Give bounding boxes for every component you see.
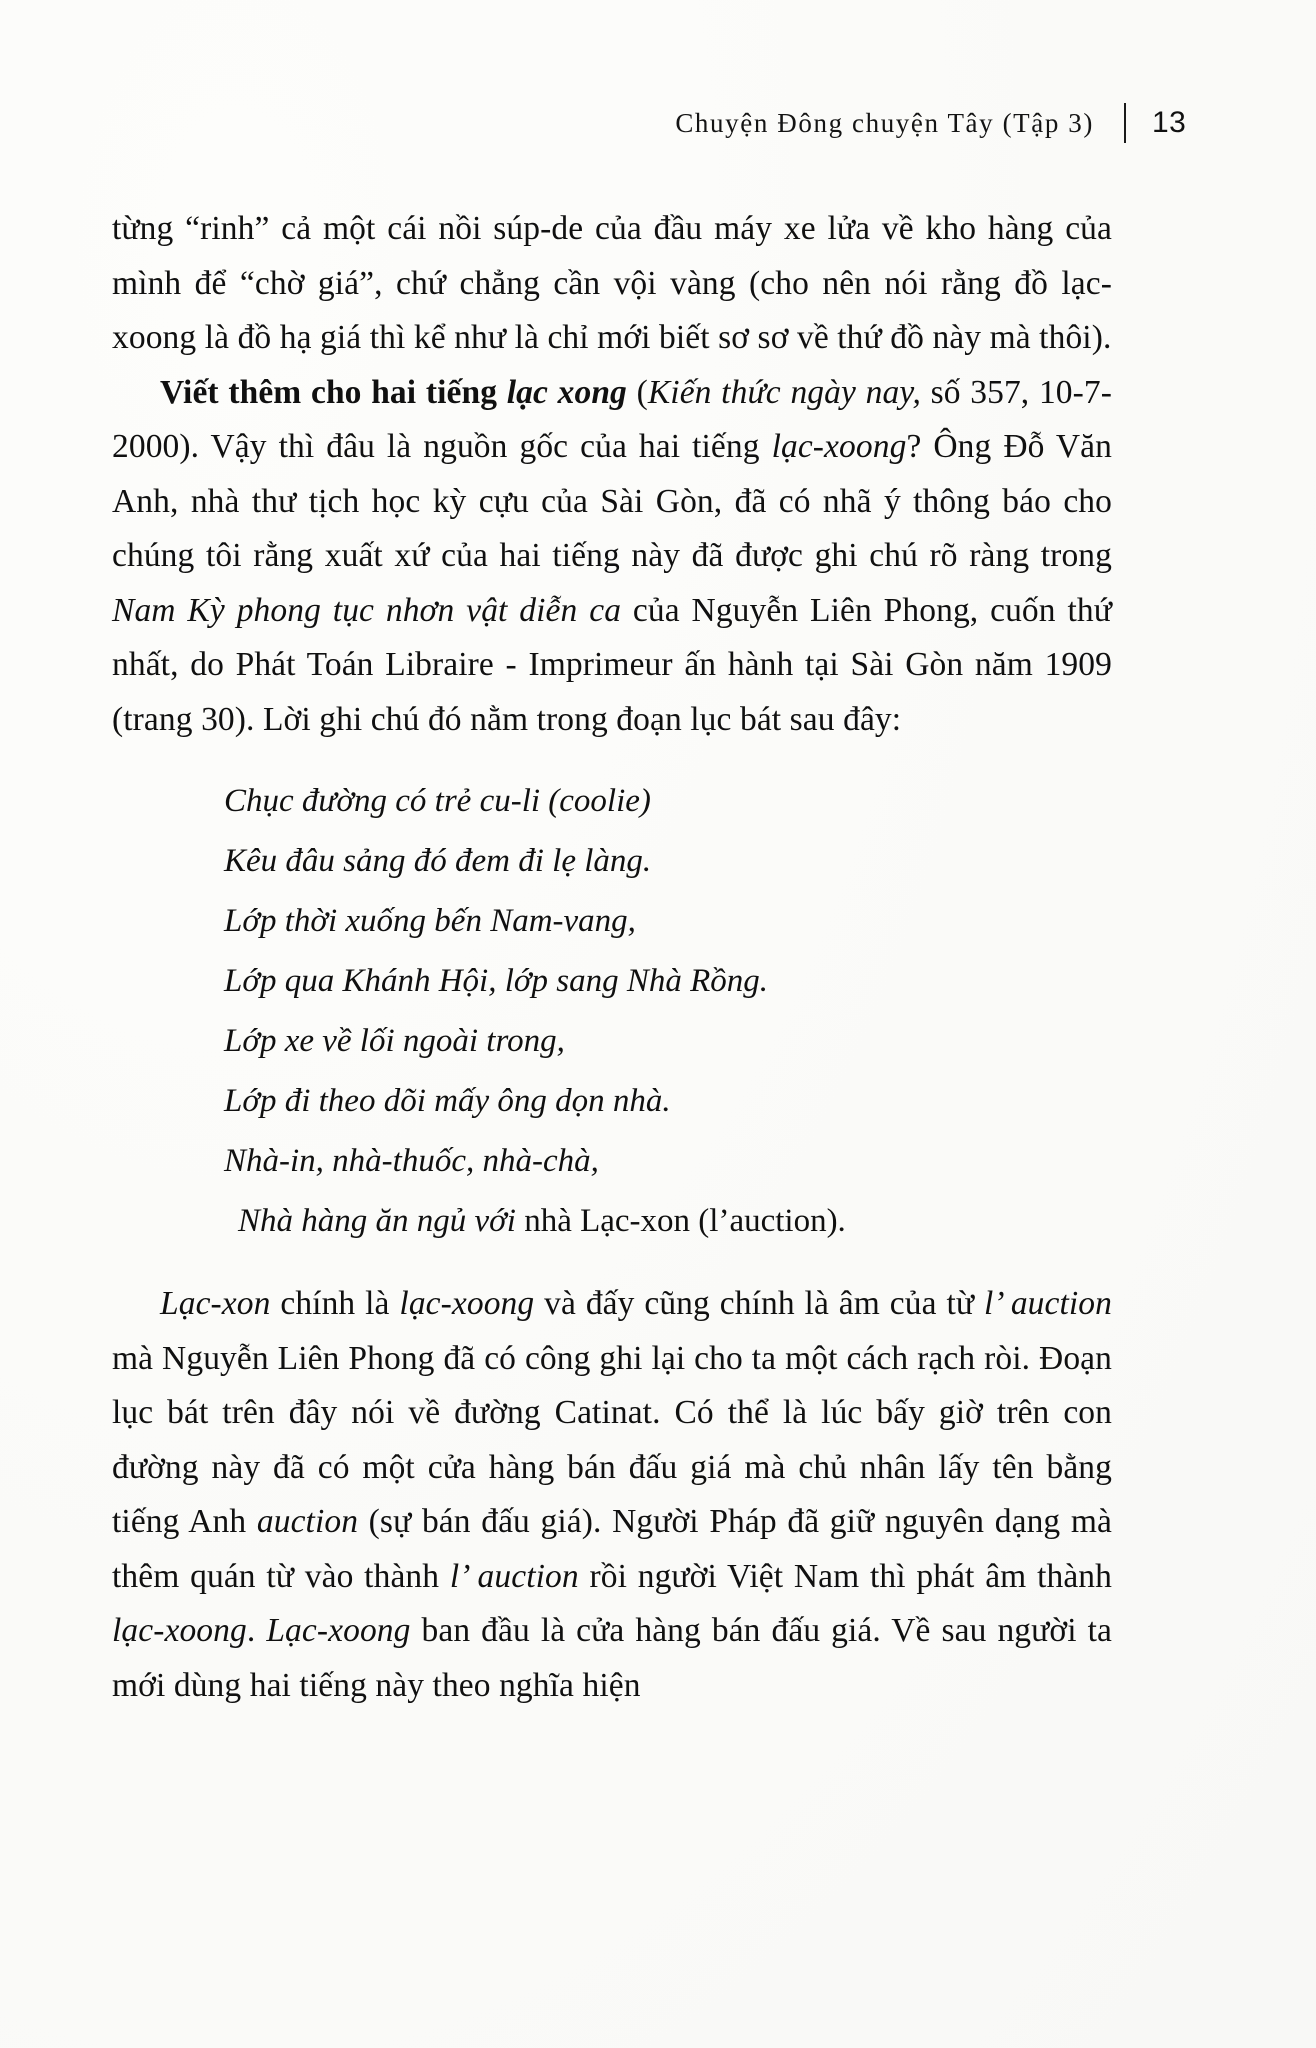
verse-line [224,891,1112,951]
page-content-area [112,96,1204,1713]
term-lac-xon: Lạc-xon [160,1285,271,1322]
verse-line [224,1071,1112,1131]
verse-line-italic: Chục đường có trẻ cu-li (coolie) [224,783,651,819]
verse-line-italic: Lớp thời xuống bến Nam-vang, [224,903,636,939]
paragraph-3-t6: . [246,1612,267,1649]
term-lac-xoong-2: lạc-xoong [399,1285,535,1322]
verse-line-roman: nhà Lạc-xon (l’auction). [524,1203,846,1239]
paragraph-2-open-paren: ( [626,373,648,411]
paragraph-3-t1: chính là [270,1285,400,1322]
verse-line-italic: Nhà hàng ăn ngủ với [238,1203,525,1239]
verse-line [224,1011,1112,1071]
paragraph-3-t7: ban đầu là cửa hàng bán đấu giá. Về sau người ta mới dùng hai tiếng này theo nghĩa hiện [112,1612,1112,1704]
paragraph-2-mid-1: ? Ông Đỗ Văn Anh, nhà thư tịch học kỳ cựu của Sài Gòn, đã có nhã ý thông báo cho chúng tôi rằng xuất xứ của hai tiếng này đã được ghi chú rõ ràng trong [112,428,1112,574]
term-lac-xoong-4: Lạc-xoong [266,1612,411,1649]
verse-line-italic: Lớp đi theo dõi mấy ông dọn nhà. [224,1083,671,1119]
paragraph-2-bold-italic-term: lạc xong [506,373,627,411]
verse-line [224,1131,1112,1191]
running-head-title: Chuyện Đông chuyện Tây (Tập 3) [675,107,1094,138]
body-text-column [112,202,1112,1713]
verse-line-italic: Lớp qua Khánh Hội, lớp sang Nhà Rồng. [224,963,769,999]
paragraph-2-source-rest: số 357, 10-7-2000). Vậy thì đâu là nguồn gốc của hai tiếng [112,373,1113,465]
term-lac-xoong-3: lạc-xoong [112,1612,247,1649]
verse-line [224,831,1112,891]
verse-line-italic: Kêu đâu sảng đó đem đi lẹ làng. [224,843,652,879]
paragraph-3-t5: rồi người Việt Nam thì phát âm thành [578,1557,1112,1595]
paragraph-3-t2: và đấy cũng chính là âm của từ [534,1285,984,1322]
running-head [112,96,1204,150]
verse-line-italic: Nhà-in, nhà-thuốc, nhà-chà, [224,1143,599,1179]
paragraph-2-bold-lead: Viết thêm cho hai tiếng [160,373,507,411]
paragraph-2-mid-2: của Nguyễn Liên Phong, cuốn thứ nhất, do Phát Toán Libraire - Imprimeur ấn hành tại Sài Gòn năm 1909 (trang 30). Lời ghi chú đó nằm trong đoạn lục bát sau đây: [112,591,1112,738]
running-head-divider [1124,103,1126,143]
work-title-nam-ky-phong-tuc: Nam Kỳ phong tục nhơn vật diễn ca [112,591,622,629]
verse-line [224,951,1112,1011]
paragraph-continuation [112,202,1112,366]
paragraph-3-t4: (sự bán đấu giá). Người Pháp đã giữ nguyên dạng mà thêm quán từ vào thành [112,1503,1113,1595]
page-number: 13 [1152,106,1187,139]
term-l-auction-1: l’ auction [984,1285,1113,1322]
term-lac-xoong-1: lạc-xoong [771,428,907,465]
paragraph-lac-xon-explanation [112,1277,1112,1713]
source-title-italic: Kiến thức ngày nay, [647,373,921,411]
verse-line-italic: Lớp xe về lối ngoài trong, [224,1023,565,1059]
term-l-auction-2: l’ auction [449,1557,579,1595]
paragraph-viet-them [112,366,1112,748]
term-auction: auction [256,1503,359,1540]
verse-block [112,771,1112,1251]
paragraph-3-t3: mà Nguyễn Liên Phong đã có công ghi lại cho ta một cách rạch ròi. Đoạn lục bát trên đây nói về đường Catinat. Có thể là lúc bấy giờ trên con đường này đã có một cửa hàng bán đấu giá mà chủ nhân lấy tên bằng tiếng Anh [112,1339,1112,1540]
paragraph-1-text: từng “rinh” cả một cái nồi súp-de của đầu máy xe lửa về kho hàng của mình để “chờ giá”, chứ chẳng cần vội vàng (cho nên nói rằng đồ lạc-xoong là đồ hạ giá thì kể như là chỉ mới biết sơ sơ về thứ đồ này mà thôi). [112,210,1112,356]
verse-line [224,771,1112,831]
verse-line [224,1191,1112,1251]
